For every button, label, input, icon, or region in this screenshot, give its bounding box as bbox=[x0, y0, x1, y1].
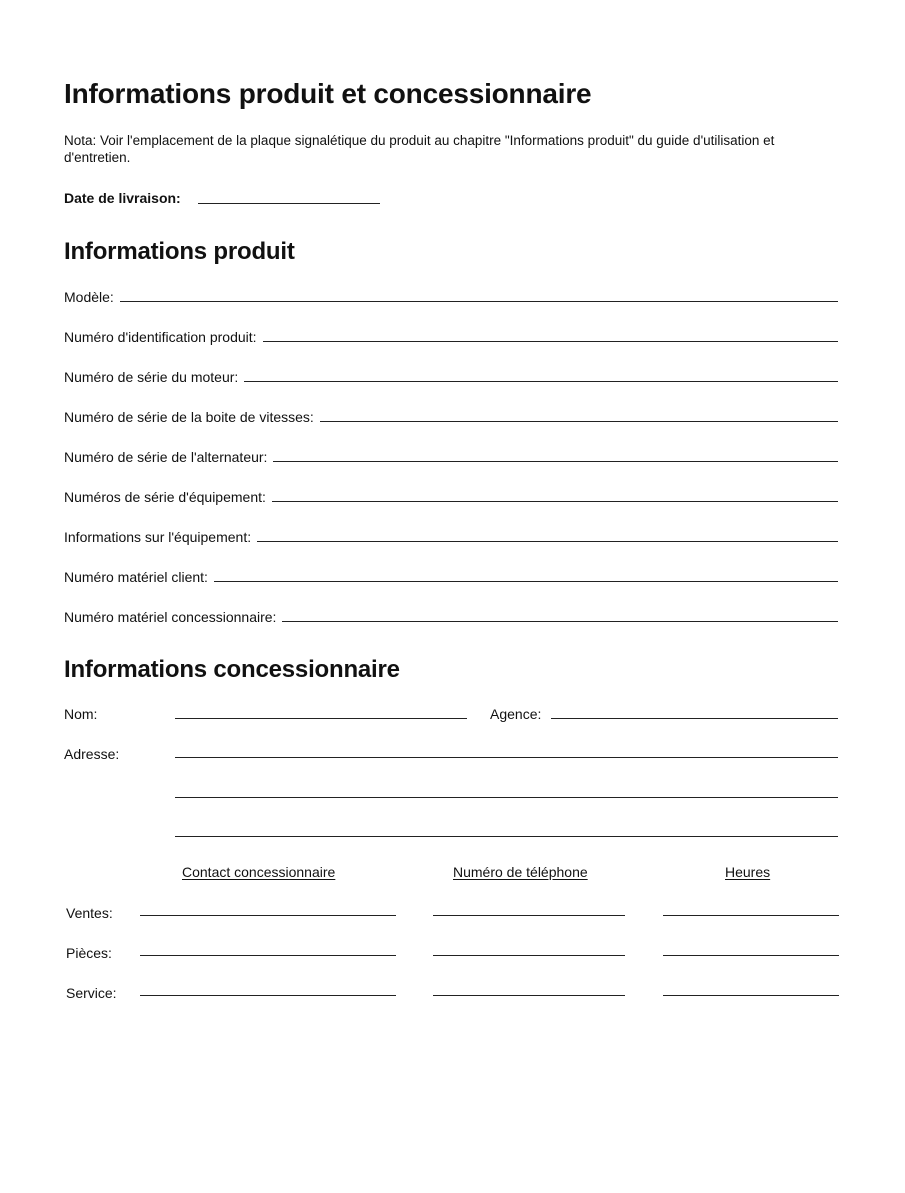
gearbox-serial-input-line[interactable] bbox=[320, 421, 838, 422]
service-contact-line[interactable] bbox=[140, 995, 396, 996]
field-label: Numéro de série du moteur: bbox=[64, 369, 239, 385]
field-label: Numéros de série d'équipement: bbox=[64, 489, 266, 505]
address-line-2[interactable] bbox=[175, 797, 838, 798]
field-label: Numéro matériel concessionnaire: bbox=[64, 609, 277, 625]
product-field-customer-number bbox=[64, 566, 838, 586]
field-label: Informations sur l'équipement: bbox=[64, 529, 252, 545]
service-phone-line[interactable] bbox=[433, 995, 625, 996]
sales-phone-line[interactable] bbox=[433, 915, 625, 916]
product-field-equipment-info bbox=[64, 526, 838, 546]
delivery-date-label: Date de livraison: bbox=[64, 190, 181, 206]
dealer-number-input-line[interactable] bbox=[282, 621, 838, 622]
column-header-contact: Contact concessionnaire bbox=[182, 864, 336, 880]
equipment-serial-input-line[interactable] bbox=[272, 501, 838, 502]
model-input-line[interactable] bbox=[120, 301, 838, 302]
address-line-1[interactable] bbox=[175, 757, 838, 758]
row-label-sales: Ventes: bbox=[66, 905, 113, 921]
address-label: Adresse: bbox=[64, 746, 120, 762]
customer-number-input-line[interactable] bbox=[214, 581, 838, 582]
product-field-engine-serial bbox=[64, 366, 838, 386]
note-text: Nota: Voir l'emplacement de la plaque signalétique du produit au chapitre "Informations produit" du guide d'utilisation et d'entretien. bbox=[64, 133, 775, 165]
field-label: Numéro matériel client: bbox=[64, 569, 208, 585]
agency-label: Agence: bbox=[490, 706, 542, 722]
product-field-alternator-serial bbox=[64, 446, 838, 466]
page-title: Informations produit et concessionnaire bbox=[64, 78, 592, 109]
row-label-service: Service: bbox=[66, 985, 117, 1001]
alternator-serial-input-line[interactable] bbox=[273, 461, 838, 462]
agency-input-line[interactable] bbox=[551, 718, 838, 719]
parts-phone-line[interactable] bbox=[433, 955, 625, 956]
parts-contact-line[interactable] bbox=[140, 955, 396, 956]
column-header-hours: Heures bbox=[725, 864, 771, 880]
address-line-3[interactable] bbox=[175, 836, 838, 837]
sales-contact-line[interactable] bbox=[140, 915, 396, 916]
column-header-phone: Numéro de téléphone bbox=[453, 864, 588, 880]
row-label-parts: Pièces: bbox=[66, 945, 112, 961]
field-label: Numéro de série de l'alternateur: bbox=[64, 449, 268, 465]
delivery-date-field[interactable] bbox=[198, 203, 380, 204]
field-label: Numéro de série de la boite de vitesses: bbox=[64, 409, 314, 425]
product-section-heading: Informations produit bbox=[64, 238, 295, 265]
field-label: Modèle: bbox=[64, 289, 114, 305]
name-input-line[interactable] bbox=[175, 718, 467, 719]
dealer-section-heading: Informations concessionnaire bbox=[64, 656, 400, 683]
name-label: Nom: bbox=[64, 706, 98, 722]
equipment-info-input-line[interactable] bbox=[257, 541, 838, 542]
product-field-equipment-serial bbox=[64, 486, 838, 506]
product-field-dealer-number bbox=[64, 606, 838, 626]
service-hours-line[interactable] bbox=[663, 995, 839, 996]
pin-input-line[interactable] bbox=[263, 341, 838, 342]
sales-hours-line[interactable] bbox=[663, 915, 839, 916]
field-label: Numéro d'identification produit: bbox=[64, 329, 257, 345]
product-field-model bbox=[64, 286, 838, 306]
engine-serial-input-line[interactable] bbox=[244, 381, 838, 382]
product-field-gearbox-serial bbox=[64, 406, 838, 426]
product-field-pin bbox=[64, 326, 838, 346]
parts-hours-line[interactable] bbox=[663, 955, 839, 956]
